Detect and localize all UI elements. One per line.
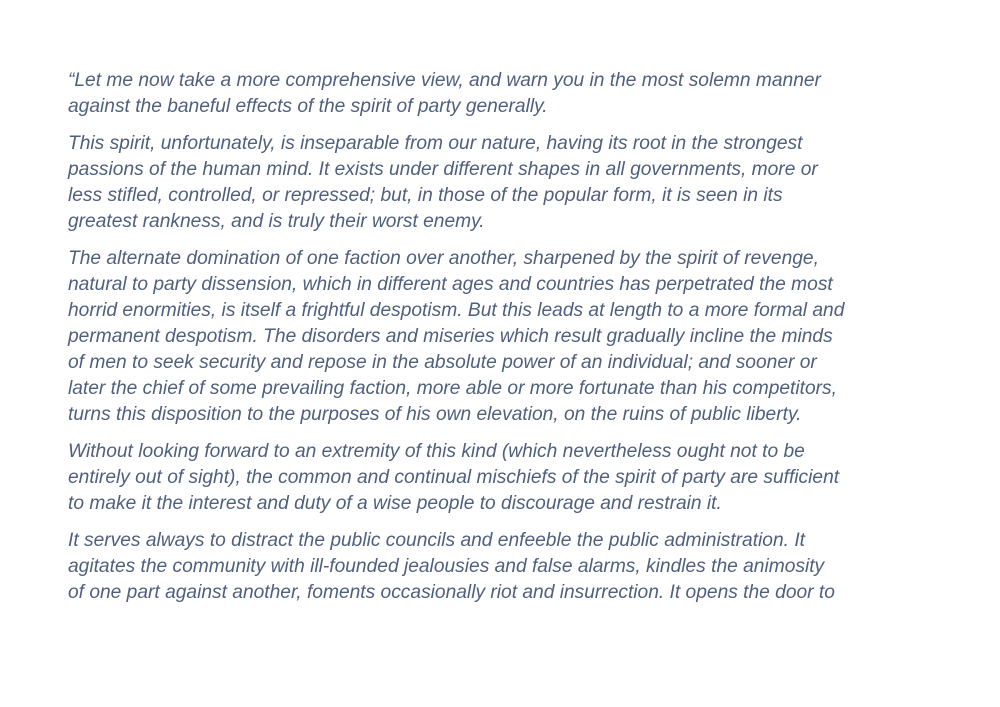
paragraph-4 (68, 439, 948, 517)
text-line: passions of the human mind. It exists under different shapes in all governments, more or (68, 159, 818, 180)
text-line: agitates the community with ill-founded jealousies and false alarms, kindles the animosity (68, 556, 825, 577)
text-line: Without looking forward to an extremity of this kind (which nevertheless ought not to be (68, 441, 805, 462)
text-line: It serves always to distract the public councils and enfeeble the public administration. It (68, 530, 805, 551)
paragraph-2 (68, 131, 948, 235)
paragraph-5 (68, 528, 948, 606)
text-line: of men to seek security and repose in the absolute power of an individual; and sooner or (68, 352, 817, 373)
text-line: horrid enormities, is itself a frightful despotism. But this leads at length to a more formal and (68, 300, 845, 321)
text-line: of one part against another, foments occasionally riot and insurrection. It opens the door to (68, 582, 835, 603)
text-line: This spirit, unfortunately, is inseparable from our nature, having its root in the strongest (68, 133, 803, 154)
text-line: The alternate domination of one faction over another, sharpened by the spirit of revenge, (68, 248, 819, 269)
text-line: against the baneful effects of the spirit of party generally. (68, 96, 548, 117)
text-line: turns this disposition to the purposes of his own elevation, on the ruins of public liberty. (68, 404, 802, 425)
text-line: less stifled, controlled, or repressed; but, in those of the popular form, it is seen in its (68, 185, 783, 206)
paragraph-3 (68, 246, 948, 428)
text-line: to make it the interest and duty of a wise people to discourage and restrain it. (68, 493, 722, 514)
text-line: natural to party dissension, which in different ages and countries has perpetrated the most (68, 274, 833, 295)
text-line: entirely out of sight), the common and continual mischiefs of the spirit of party are sufficient (68, 467, 840, 488)
text-line: “Let me now take a more comprehensive view, and warn you in the most solemn manner (68, 70, 821, 91)
text-line: permanent despotism. The disorders and miseries which result gradually incline the minds (68, 326, 833, 347)
text-line: greatest rankness, and is truly their worst enemy. (68, 211, 485, 232)
document-body (68, 68, 948, 617)
text-line: later the chief of some prevailing faction, more able or more fortunate than his competitors, (68, 378, 837, 399)
paragraph-1 (68, 68, 948, 120)
